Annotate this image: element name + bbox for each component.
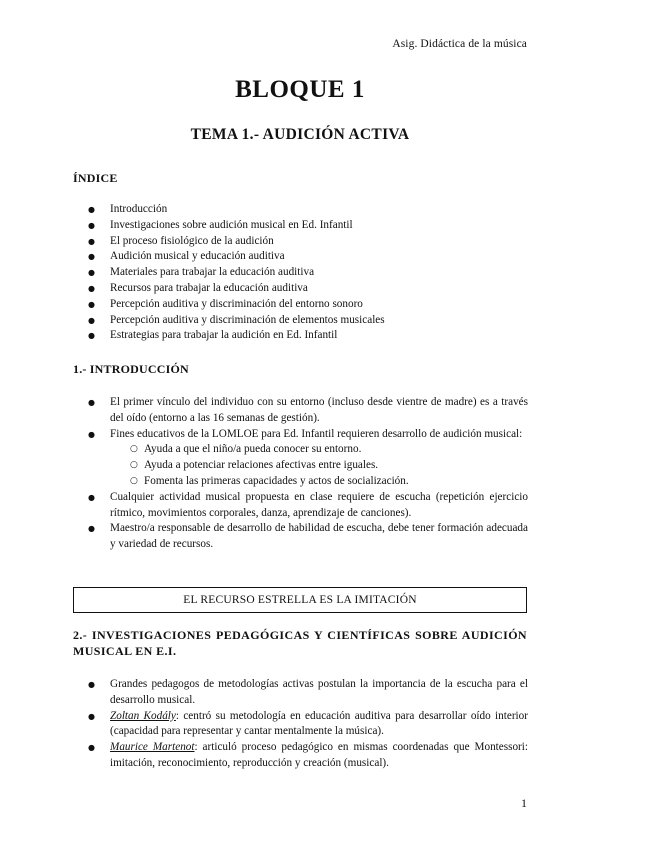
highlight-box: EL RECURSO ESTRELLA ES LA IMITACIÓN	[73, 587, 527, 613]
author-name-martenot: Maurice Martenot	[110, 741, 195, 754]
page-title: BLOQUE 1	[235, 76, 365, 103]
page-subtitle: TEMA 1.- AUDICIÓN ACTIVA	[190, 126, 410, 143]
list-item-text: Fines educativos de la LOMLOE para Ed. Infantil requieren desarrollo de audición musical:	[110, 427, 523, 440]
list-item-text: : articuló proceso pedagógico en mismas coordenadas que Montessori: imitación, reconocimiento, reproducción y creación (musical).	[110, 741, 528, 769]
list-item: ● Cualquier actividad musical propuesta en clase requiere de escucha (repetición ejercicio rítmico, movimientos corporales, danza, aprendizaje de canciones).	[88, 490, 528, 522]
sub-list-item: ○ Ayuda a que el niño/a pueda conocer su entorno.	[110, 442, 528, 458]
running-header: Asig. Didáctica de la música	[392, 38, 527, 50]
list-item: ● Percepción auditiva y discriminación de elementos musicales	[88, 313, 528, 329]
sub-list-item: ○ Fomenta las primeras capacidades y actos de socialización.	[110, 474, 528, 490]
list-item: ● Estrategias para trabajar la audición en Ed. Infantil	[88, 328, 528, 344]
list-item: ● Audición musical y educación auditiva	[88, 249, 528, 265]
list-item: ● Recursos para trabajar la educación auditiva	[88, 281, 528, 297]
list-item: ● Materiales para trabajar la educación auditiva	[88, 265, 528, 281]
page-number: 1	[521, 796, 527, 810]
list-item: ● El proceso fisiológico de la audición	[88, 234, 528, 250]
sub-list	[110, 442, 528, 489]
section-2-list	[88, 677, 528, 772]
section-1-list	[88, 395, 528, 553]
section-2-heading: 2.- INVESTIGACIONES PEDAGÓGICAS Y CIENTÍFICAS SOBRE AUDICIÓN MUSICAL EN E.I.	[73, 628, 527, 658]
list-item	[88, 709, 528, 741]
list-item	[88, 427, 528, 490]
index-list	[88, 202, 528, 344]
list-item-text: : centró su metodología en educación auditiva para desarrollar oído interior (capacidad para representar y cantar mentalmente la música).	[110, 709, 528, 738]
list-item: ● El primer vínculo del individuo con su entorno (incluso desde vientre de madre) es a través del oído (entorno a las 16 semanas de gestión).	[88, 395, 528, 427]
list-item: ● Introducción	[88, 202, 528, 218]
list-item: ● Investigaciones sobre audición musical en Ed. Infantil	[88, 218, 528, 234]
list-item	[88, 740, 528, 772]
list-item: ● Percepción auditiva y discriminación del entorno sonoro	[88, 297, 528, 313]
section-1-heading: 1.- INTRODUCCIÓN	[73, 362, 189, 376]
list-item: ● Grandes pedagogos de metodologías activas postulan la importancia de la escucha para el desarrollo musical.	[88, 677, 528, 709]
author-name-kodaly: Zoltan Kodály	[110, 709, 176, 722]
index-heading: ÍNDICE	[73, 171, 118, 185]
sub-list-item: ○ Ayuda a potenciar relaciones afectivas entre iguales.	[110, 458, 528, 474]
list-item: ● Maestro/a responsable de desarrollo de habilidad de escucha, debe tener formación adecuada y variedad de recursos.	[88, 521, 528, 553]
